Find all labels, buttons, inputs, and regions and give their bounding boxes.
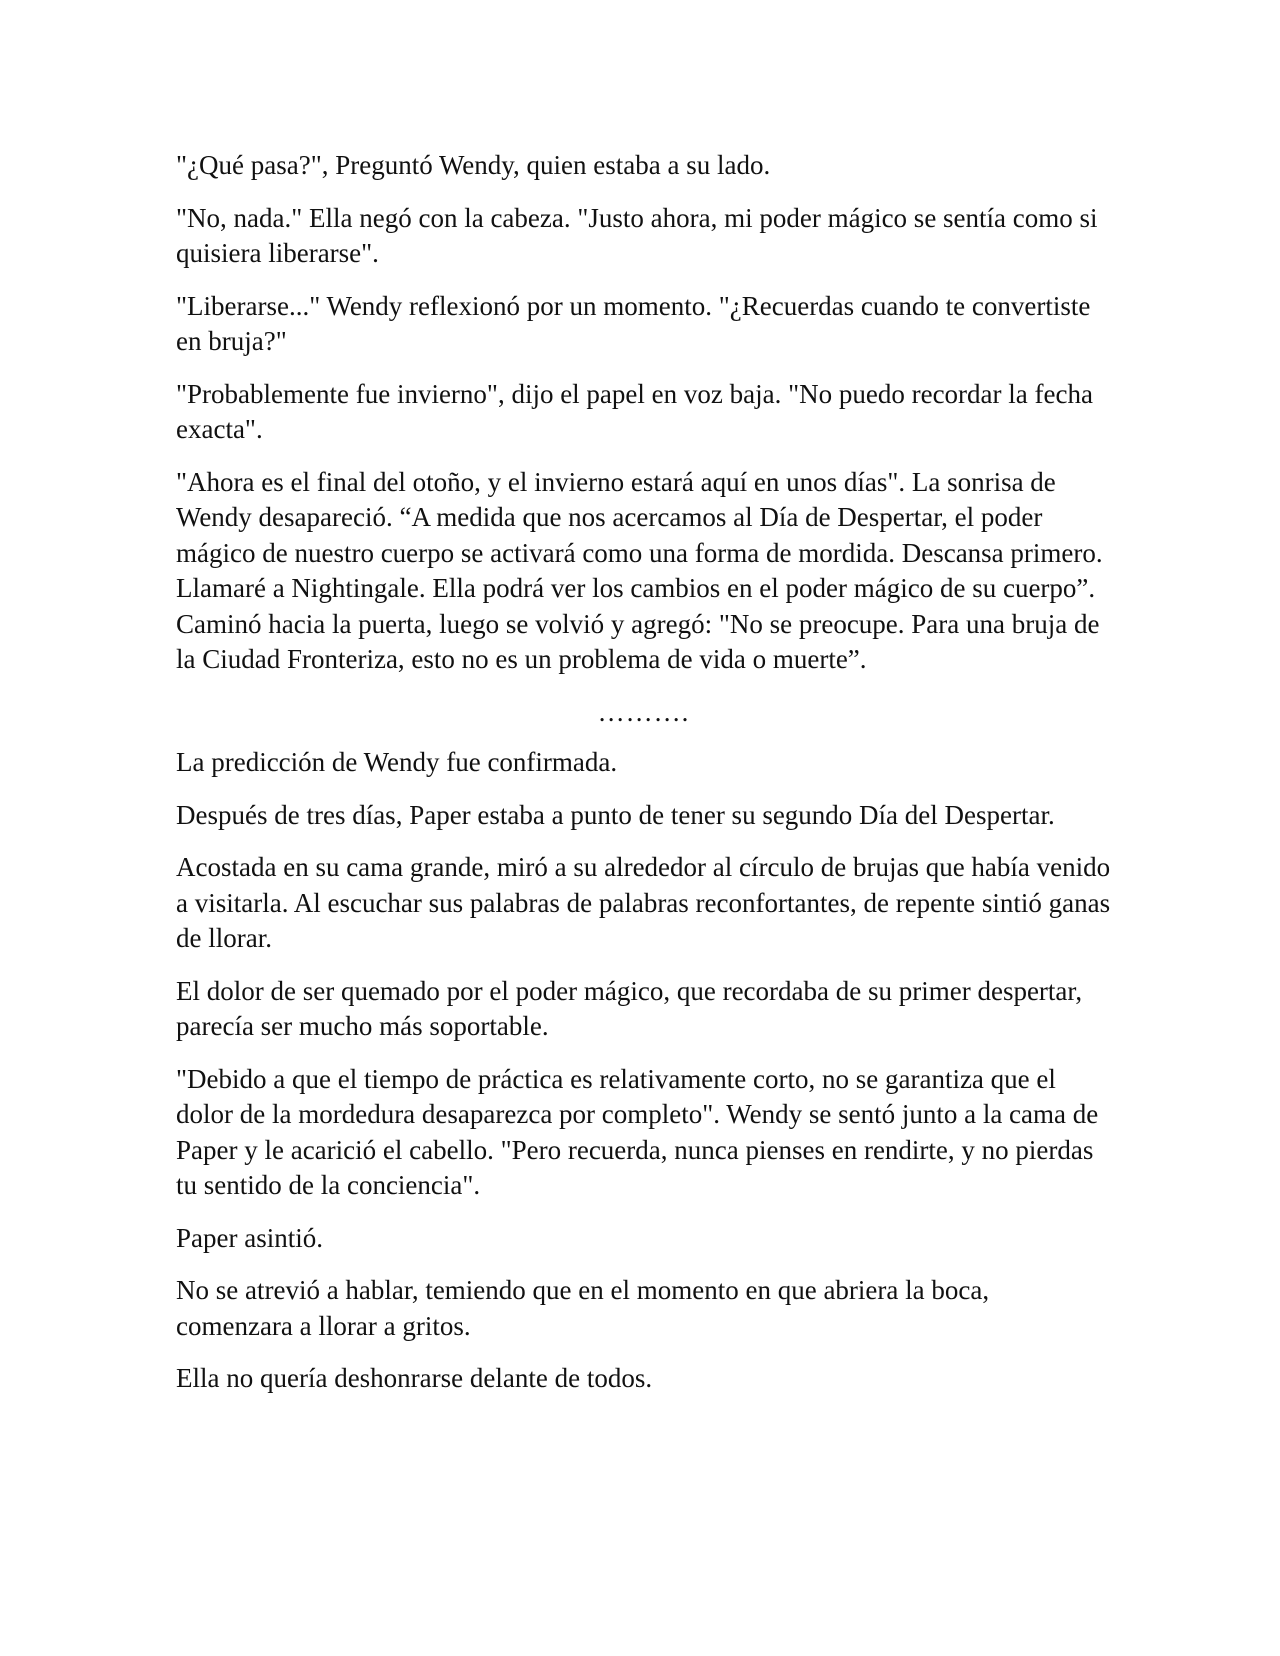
document-page [176,148,1111,1414]
paragraph: "Liberarse..." Wendy reflexionó por un momento. "¿Recuerdas cuando te convertiste en bruja?" [176,290,1091,356]
paragraph: "Probablemente fue invierno", dijo el papel en voz baja. "No puedo recordar la fecha exacta". [176,378,1093,444]
paragraph: "¿Qué pasa?", Preguntó Wendy, quien estaba a su lado. [176,150,771,180]
paragraph: Ella no quería deshonrarse delante de todos. [176,1363,653,1393]
paragraph: "No, nada." Ella negó con la cabeza. "Justo ahora, mi poder mágico se sentía como si quisiera liberarse". [176,202,1098,268]
paragraph: Paper asintió. [176,1222,323,1253]
paragraph: El dolor de ser quemado por el poder mágico, que recordaba de su primer despertar, parecía ser mucho más soportable. [176,975,1083,1041]
paragraph: Acostada en su cama grande, miró a su alrededor al círculo de brujas que había venido a visitarla. Al escuchar sus palabras de palabras reconfortantes, de repente sintió ganas de llorar. [176,852,1111,953]
paragraph: La predicción de Wendy fue confirmada. [176,747,618,777]
paragraph: "Debido a que el tiempo de práctica es relativamente corto, no se garantiza que el dolor de la mordedura desaparezca por completo". Wendy se sentó junto a la cama de Paper y le acarició el cabello. "Pero recuerda, nunca pienses en rendirte, y no pierdas tu sentido de la conciencia". [176,1063,1099,1200]
paragraph: Después de tres días, Paper estaba a punto de tener su segundo Día del Despertar. [176,799,1055,830]
paragraph: No se atrevió a hablar, temiendo que en el momento en que abriera la boca, comenzara a llorar a gritos. [176,1275,990,1341]
section-separator: ………. [597,696,690,727]
paragraph: "Ahora es el final del otoño, y el invierno estará aquí en unos días". La sonrisa de Wendy desapareció. “A medida que nos acercamos al Día de Despertar, el poder mágico de nuestro cuerpo se activará como una forma de mordida. Descansa primero. Llamaré a Nightingale. Ella podrá ver los cambios en el poder mágico de su cuerpo”. Caminó hacia la puerta, luego se volvió y agregó: "No se preocupe. Para una bruja de la Ciudad Fronteriza, esto no es un problema de vida o muerte”. [176,466,1103,674]
